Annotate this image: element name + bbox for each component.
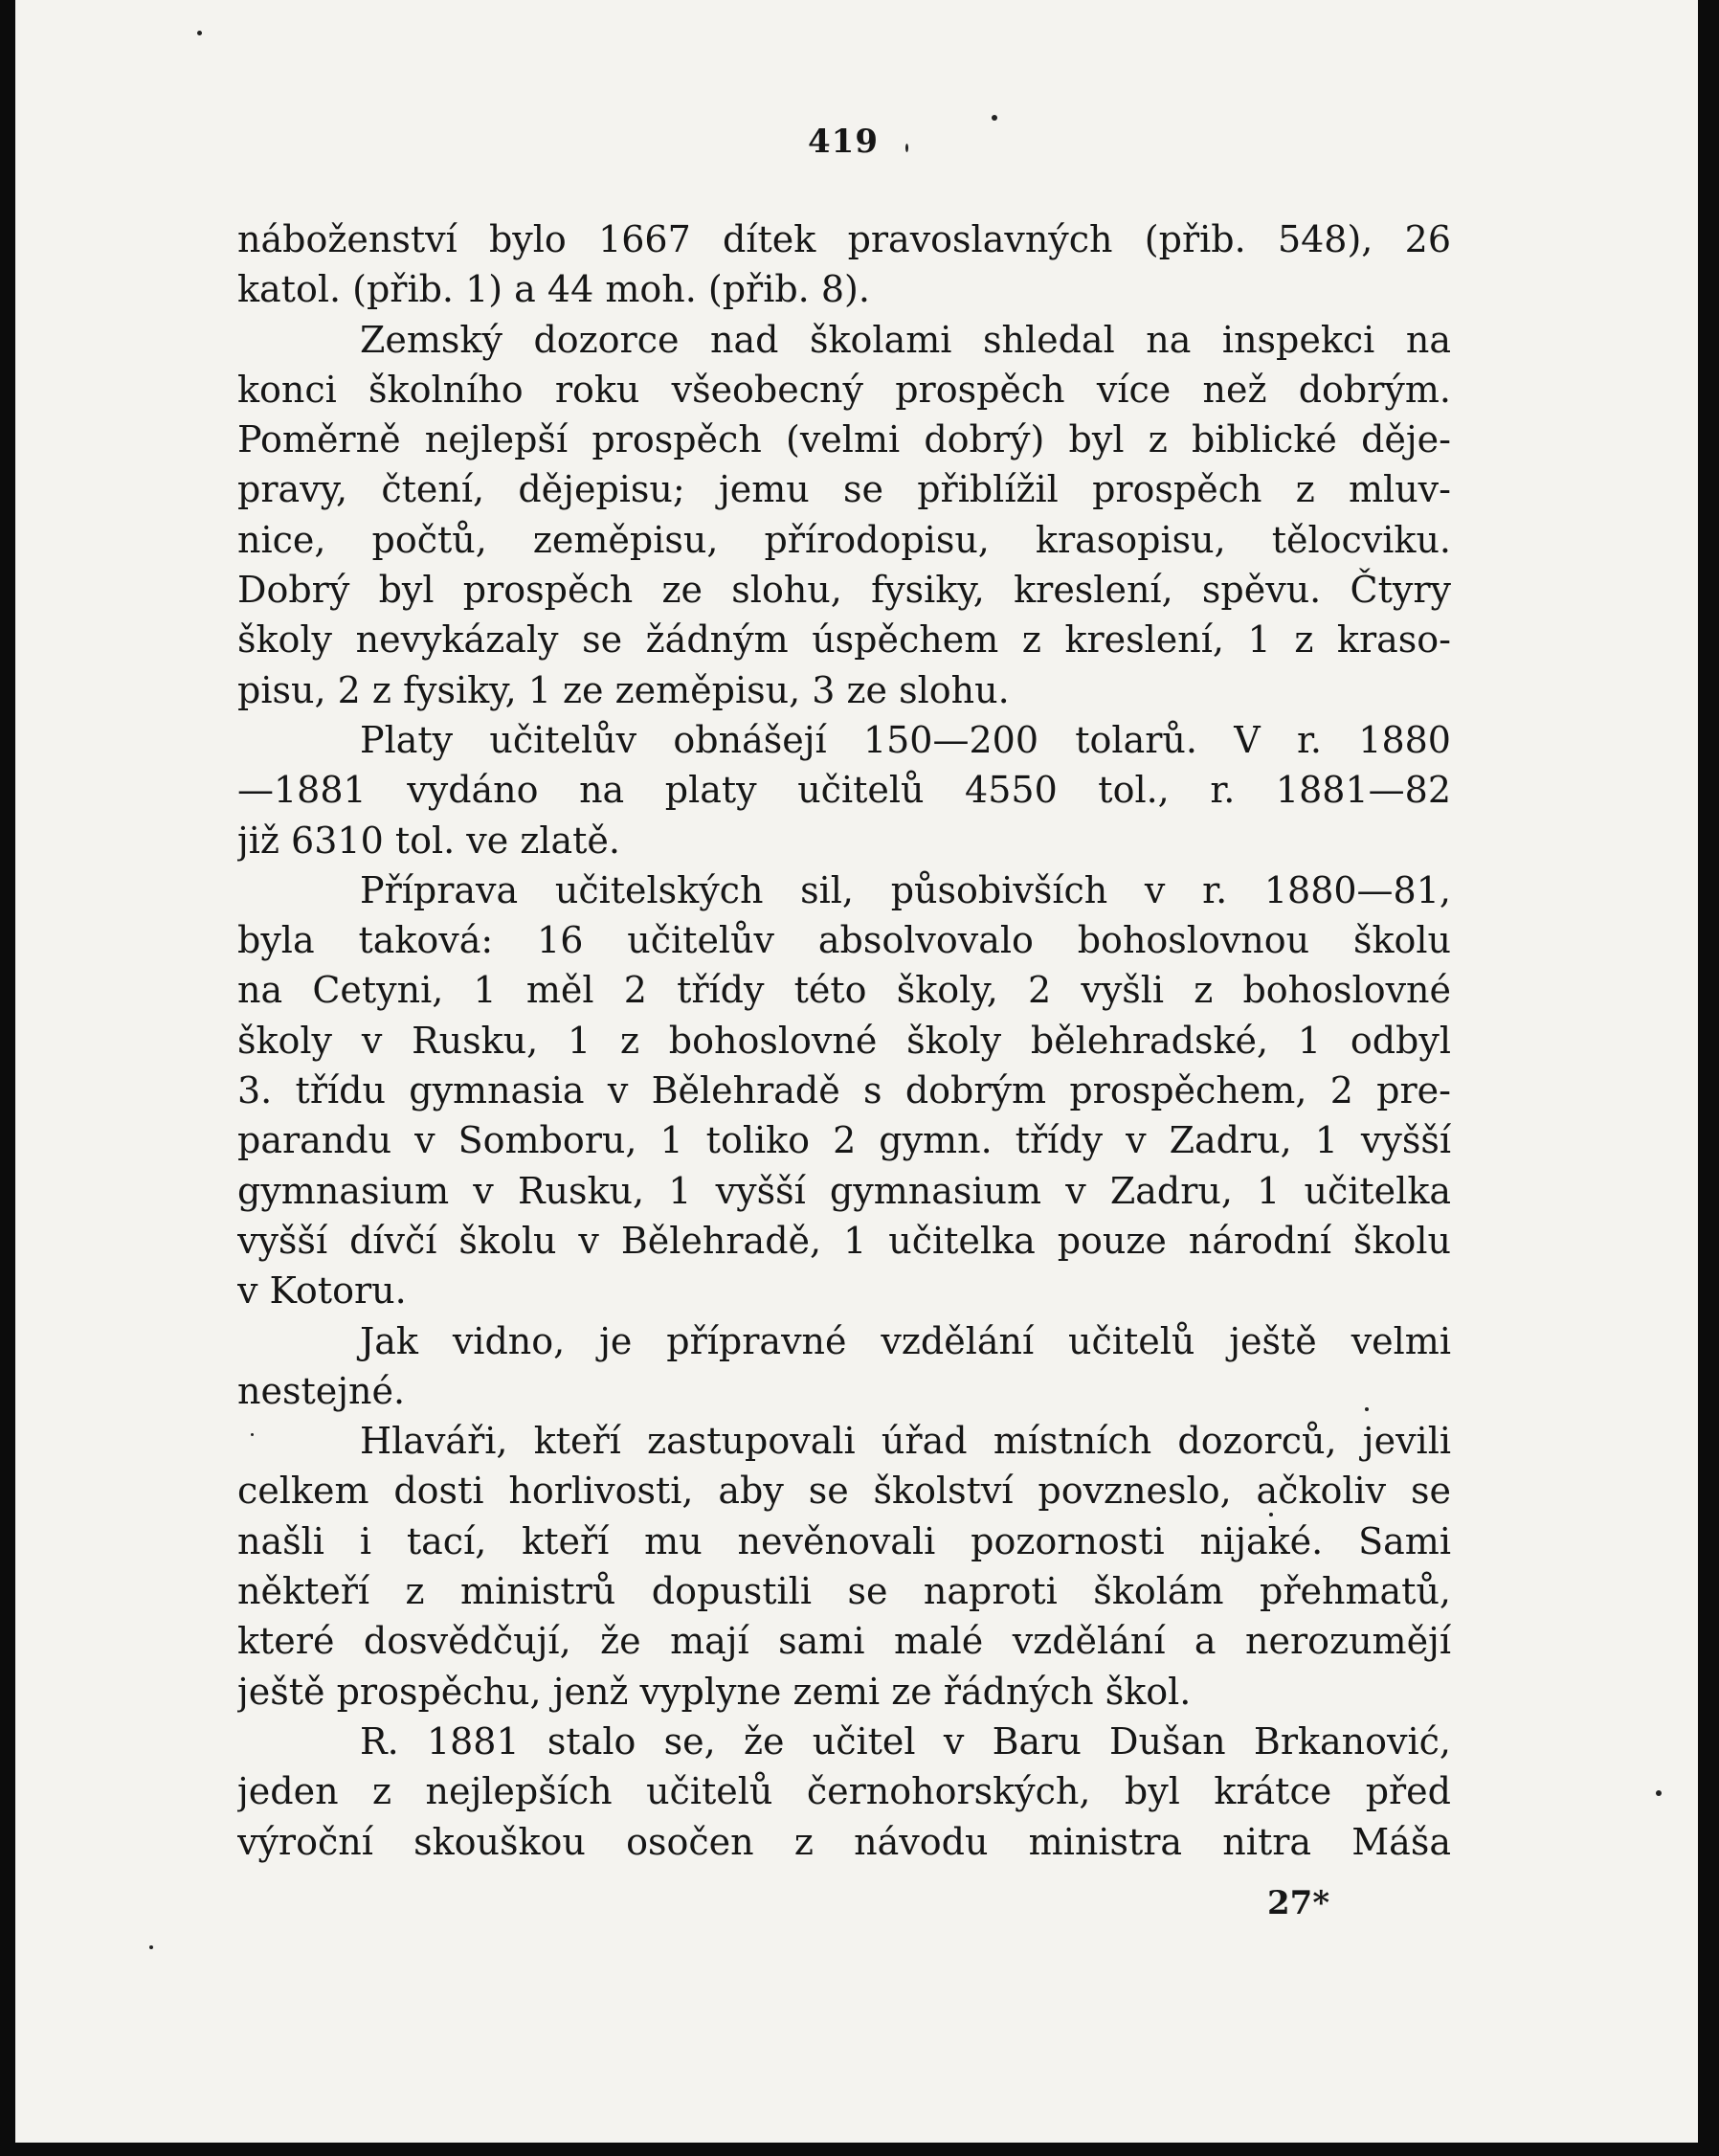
scan-speck xyxy=(1365,1407,1369,1411)
text-line: R. 1881 stalo se, že učitel v Baru Dušan Brkanović, xyxy=(360,1719,1451,1763)
scan-speck xyxy=(197,31,202,35)
book-page xyxy=(25,0,1698,2143)
scan-border-bottom xyxy=(0,2143,1719,2156)
text-line: nestejné. xyxy=(237,1369,406,1412)
scan-border-right xyxy=(1698,0,1719,2156)
text-line: pisu, 2 z fysiky, 1 ze zeměpisu, 3 ze slohu. xyxy=(237,668,1010,711)
text-line: našli i tací, kteří mu nevěnovali pozornosti nijaké. Sami xyxy=(237,1519,1451,1562)
text-line: školy v Rusku, 1 z bohoslovné školy bělehradské, 1 odbyl xyxy=(237,1019,1451,1062)
text-line: Poměrně nejlepší prospěch (velmi dobrý) byl z biblické děje- xyxy=(237,418,1451,461)
text-line: katol. (přib. 1) a 44 moh. (přib. 8). xyxy=(237,268,870,311)
text-line: které dosvědčují, že mají sami malé vzdělání a nerozumějí xyxy=(237,1620,1451,1663)
text-line: již 6310 tol. ve zlatě. xyxy=(237,819,620,862)
text-line: vyšší dívčí školu v Bělehradě, 1 učitelka pouze národní školu xyxy=(237,1219,1451,1262)
text-line: Jak vidno, je přípravné vzdělání učitelů ještě velmi xyxy=(360,1319,1451,1362)
text-line: gymnasium v Rusku, 1 vyšší gymnasium v Zadru, 1 učitelka xyxy=(237,1169,1451,1212)
scan-speck xyxy=(1269,1513,1273,1516)
text-line: výroční skouškou osočen z návodu ministra nitra Máša xyxy=(237,1820,1451,1863)
text-line: pravy, čtení, dějepisu; jemu se přiblížil prospěch z mluv- xyxy=(237,468,1451,511)
text-line: —1881 vydáno na platy učitelů 4550 tol., r. 1881—82 xyxy=(237,769,1451,812)
text-line: celkem dosti horlivosti, aby se školství povzneslo, ačkoliv se xyxy=(237,1470,1451,1513)
text-line: konci školního roku všeobecný prospěch více než dobrým. xyxy=(237,368,1451,411)
scan-border-left xyxy=(0,0,15,2156)
text-line: 3. třídu gymnasia v Bělehradě s dobrým prospěchem, 2 pre- xyxy=(237,1069,1451,1112)
scan-speck xyxy=(149,1945,153,1949)
signature-mark: 27* xyxy=(1267,1884,1330,1922)
text-line: školy nevykázaly se žádným úspěchem z kreslení, 1 z kraso- xyxy=(237,618,1451,662)
scan-speck xyxy=(251,1433,254,1436)
text-line: Zemský dozorce nad školami shledal na inspekci na xyxy=(360,318,1451,361)
text-line: na Cetyni, 1 měl 2 třídy této školy, 2 vyšli z bohoslovné xyxy=(237,969,1451,1012)
text-line: v Kotoru. xyxy=(237,1269,407,1313)
text-line: Platy učitelův obnášejí 150—200 tolarů. V r. 1880 xyxy=(360,718,1451,761)
text-line: Hlaváři, kteří zastupovali úřad místních dozorců, jevili xyxy=(360,1420,1451,1463)
text-line: byla taková: 16 učitelův absolvovalo bohoslovnou školu xyxy=(237,919,1451,962)
text-line: Dobrý byl prospěch ze slohu, fysiky, kreslení, spěvu. Čtyry xyxy=(237,569,1451,612)
page-number: 419 xyxy=(808,123,879,161)
scan-speck xyxy=(905,144,908,152)
text-line: náboženství bylo 1667 dítek pravoslavných (přib. 548), 26 xyxy=(237,218,1451,260)
text-line: jeden z nejlepších učitelů černohorských, byl krátce před xyxy=(237,1770,1451,1813)
scan-speck xyxy=(1656,1790,1662,1796)
text-line: nice, počtů, zeměpisu, přírodopisu, krasopisu, tělocviku. xyxy=(237,518,1451,561)
text-line: Příprava učitelských sil, působivších v r. 1880—81, xyxy=(360,868,1451,911)
text-line: parandu v Somboru, 1 toliko 2 gymn. třídy v Zadru, 1 vyšší xyxy=(237,1119,1451,1162)
text-line: někteří z ministrů dopustili se naproti školám přehmatů, xyxy=(237,1570,1451,1613)
scan-speck xyxy=(992,115,997,121)
body-text xyxy=(237,214,1451,1867)
text-line: ještě prospěchu, jenž vyplyne zemi ze řádných škol. xyxy=(237,1670,1192,1713)
